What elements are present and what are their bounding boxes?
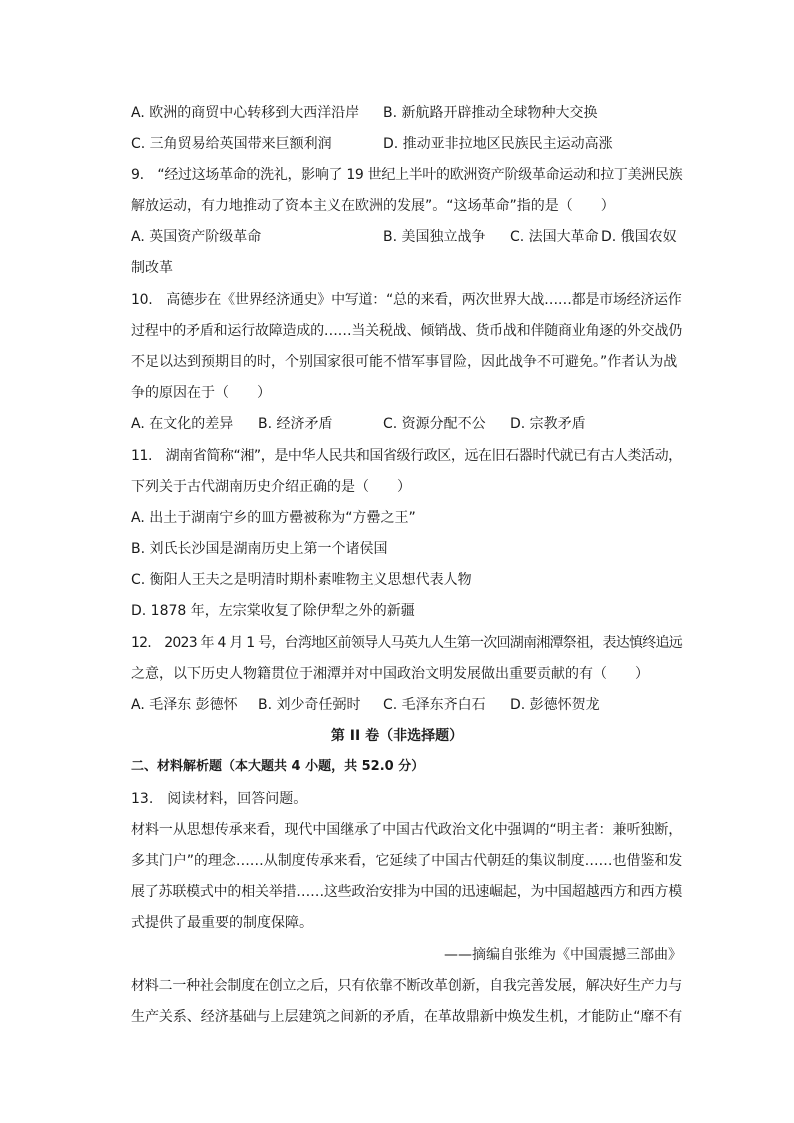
q8-option-c: C. 三角贸易给英国带来巨额利润 (131, 136, 332, 152)
q8-option-d: D. 推动亚非拉地区民族民主运动高涨 (383, 136, 613, 152)
q12-option-a: A. 毛泽东 彭德怀 (131, 697, 238, 713)
q8-option-a: A. 欧洲的商贸中心转移到大西洋沿岸 (131, 105, 360, 121)
q10-stem-line3: 不足以达到预期目的时，个别国家很可能不惜军事冒险，因此战争不可避免。”作者认为战 (131, 354, 678, 370)
q13-material1-line4: 式提供了最重要的制度保障。 (131, 915, 313, 931)
q10-stem-line4: 争的原因在于（ ） (131, 385, 271, 401)
q11-option-a: A. 出土于湖南宁乡的皿方罍被称为“方罍之王” (131, 510, 416, 526)
q11-option-c: C. 衡阳人王夫之是明清时期朴素唯物主义思想代表人物 (131, 572, 472, 588)
q13-material1-source: ——摘编自张维为《中国震撼三部曲》 (444, 947, 682, 963)
q13-material2-line1: 材料二一种社会制度在创立之后，只有依靠不断改革创新，自我完善发展，解决好生产力与 (131, 978, 682, 994)
q13-material2-line2: 生产关系、经济基础与上层建筑之间新的矛盾，在革故鼎新中焕发生机，才能防止“靡不有 (131, 1009, 683, 1025)
q9-option-a: A. 英国资产阶级革命 (131, 229, 262, 245)
q10-stem-line1: 10. 高德步在《世界经济通史》中写道：“总的来看，两次世界大战……都是市场经济运作 (131, 292, 682, 308)
q11-option-d: D. 1878 年，左宗棠收复了除伊犁之外的新疆 (131, 603, 415, 619)
q13-material1-line2: 多其门户”的理念……从制度传承来看，它延续了中国古代朝廷的集议制度……也借鉴和发 (131, 853, 683, 869)
q9-option-c: C. 法国大革命 (510, 229, 599, 245)
q10-option-b: B. 经济矛盾 (258, 416, 333, 432)
q13-stem: 13. 阅读材料，回答问题。 (131, 791, 308, 807)
q13-material1-line3: 展了苏联模式中的相关举措……这些政治安排为中国的迅速崛起，为中国超越西方和西方模 (131, 884, 682, 900)
section-title: 第 II 卷（非选择题） (330, 728, 464, 744)
q12-option-d: D. 彭德怀贺龙 (510, 697, 600, 713)
section-heading: 二、材料解析题（本大题共 4 小题，共 52.0 分） (131, 759, 425, 774)
q9-option-b: B. 美国独立战争 (383, 229, 486, 245)
q10-stem-line2: 过程中的矛盾和运行故障造成的……当关税战、倾销战、货币战和伴随商业角逐的外交战仍 (131, 323, 682, 339)
q11-option-b: B. 刘氏长沙国是湖南历史上第一个诸侯国 (131, 541, 388, 557)
q12-stem-line2: 之意，以下历史人物籍贯位于湘潭并对中国政治文明发展做出重要贡献的有（ ） (131, 666, 649, 682)
q13-material1-line1: 材料一从思想传承来看，现代中国继承了中国古代政治文化中强调的“明主者：兼听独断， (131, 822, 683, 838)
q12-stem-line1: 12. 2023 年 4 月 1 号，台湾地区前领导人马英九人生第一次回湖南湘潭祭祖，表达慎终追远 (131, 635, 682, 651)
q10-option-d: D. 宗教矛盾 (510, 416, 586, 432)
q9-option-d: D. 俄国农奴 (601, 229, 677, 245)
q12-option-b: B. 刘少奇任弼时 (258, 697, 361, 713)
q10-option-a: A. 在文化的差异 (131, 416, 234, 432)
q12-option-c: C. 毛泽东齐白石 (383, 697, 486, 713)
q11-stem-line2: 下列关于古代湖南历史介绍正确的是（ ） (131, 479, 411, 495)
q9-stem-line1: 9. “经过这场革命的洗礼，影响了 19 世纪上半叶的欧洲资产阶级革命运动和拉丁美洲民族 (131, 167, 683, 183)
q9-stem-line2: 解放运动，有力地推动了资本主义在欧洲的发展”。“这场革命”指的是（ ） (131, 198, 615, 214)
q11-stem-line1: 11. 湖南省简称“湘”，是中华人民共和国省级行政区，远在旧石器时代就已有古人类活动， (131, 448, 682, 464)
q10-option-c: C. 资源分配不公 (383, 416, 486, 432)
q8-option-b: B. 新航路开辟推动全球物种大交换 (383, 105, 598, 121)
q9-option-d-continued: 制改革 (131, 260, 173, 276)
